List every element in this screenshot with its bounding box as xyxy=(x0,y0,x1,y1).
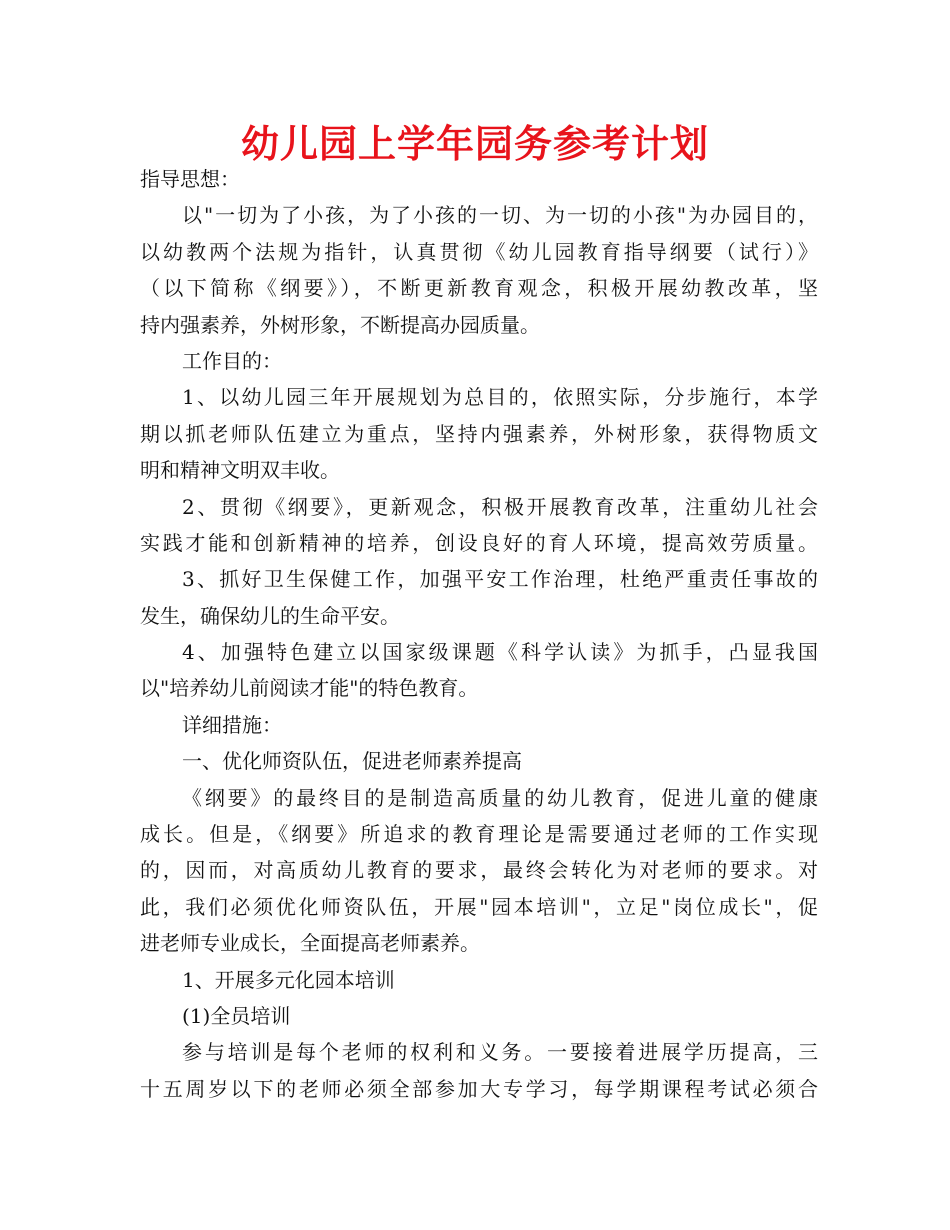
text-line xyxy=(140,743,818,779)
text-line xyxy=(140,452,818,488)
text-line xyxy=(140,780,818,816)
text-line-content: 十五周岁以下的老师必须全部参加大专学习，每学期课程考试必须合 xyxy=(140,1076,818,1101)
text-line-content: 1、开展多元化园本培训 xyxy=(182,967,395,992)
document-body xyxy=(140,161,818,1107)
text-line xyxy=(140,852,818,888)
text-line xyxy=(140,197,818,233)
text-line-content: 参与培训是每个老师的权利和义务。一要接着进展学历提高，三 xyxy=(182,1040,818,1065)
text-line xyxy=(140,307,818,343)
text-line-content: 进老师专业成长，全面提高老师素养。 xyxy=(140,931,480,956)
text-line xyxy=(140,889,818,925)
document-title: 幼儿园上学年园务参考计划 xyxy=(240,122,709,166)
text-line-content: 3、抓好卫生保健工作，加强平安工作治理，杜绝严重责任事故的 xyxy=(182,567,818,592)
text-line xyxy=(140,489,818,525)
text-line-content: 《纲要》的最终目的是制造高质量的幼儿教育，促进儿童的健康 xyxy=(182,785,818,810)
text-line xyxy=(140,925,818,961)
text-line-content: 2、贯彻《纲要》，更新观念，积极开展教育改革，注重幼儿社会 xyxy=(182,494,818,519)
text-line-content: 的，因而，对高质幼儿教育的要求，最终会转化为对老师的要求。对 xyxy=(140,858,818,883)
text-line xyxy=(140,561,818,597)
text-line-content: （以下简称《纲要》），不断更新教育观念，积极开展幼教改革，坚 xyxy=(140,276,818,301)
text-line xyxy=(140,707,818,743)
text-line-content: 以幼教两个法规为指针，认真贯彻《幼儿园教育指导纲要（试行）》 xyxy=(140,239,818,264)
text-line xyxy=(140,416,818,452)
text-line-content: 以"一切为了小孩，为了小孩的一切、为一切的小孩"为办园目的， xyxy=(182,203,818,228)
text-line-content: 成长。但是，《纲要》所追求的教育理论是需要通过老师的工作实现 xyxy=(140,822,818,847)
text-line xyxy=(140,343,818,379)
text-line xyxy=(140,998,818,1034)
text-line xyxy=(140,962,818,998)
text-line xyxy=(140,1034,818,1070)
text-line-content: 持内强素养，外树形象，不断提高办园质量。 xyxy=(140,312,540,337)
text-line-content: 以"培养幼儿前阅读才能"的特色教育。 xyxy=(140,676,479,701)
text-line xyxy=(140,816,818,852)
text-line-content: 一、优化师资队伍，促进老师素养提高 xyxy=(182,749,522,774)
text-line-content: (1)全员培训 xyxy=(182,1003,291,1028)
text-line xyxy=(140,598,818,634)
text-line-content: 4、加强特色建立以国家级课题《科学认读》为抓手，凸显我国 xyxy=(182,640,818,665)
text-line-content: 发生，确保幼儿的生命平安。 xyxy=(140,603,400,628)
text-line-content: 此，我们必须优化师资队伍，开展"园本培训"，立足"岗位成长"，促 xyxy=(140,894,818,919)
text-line xyxy=(140,234,818,270)
text-line xyxy=(140,670,818,706)
text-line xyxy=(140,525,818,561)
text-line xyxy=(140,634,818,670)
text-line xyxy=(140,379,818,415)
text-line-content: 实践才能和创新精神的培养，创设良好的育人环境，提高效劳质量。 xyxy=(140,530,818,555)
text-line-content: 期以抓老师队伍建立为重点，坚持内强素养，外树形象，获得物质文 xyxy=(140,421,818,446)
text-line xyxy=(140,161,818,197)
text-line-content: 1、以幼儿园三年开展规划为总目的，依照实际，分步施行，本学 xyxy=(182,385,818,410)
text-line-content: 明和精神文明双丰收。 xyxy=(140,458,340,483)
text-line-content: 指导思想： xyxy=(140,167,240,191)
text-line xyxy=(140,270,818,306)
text-line-content: 工作目的： xyxy=(182,348,282,373)
text-line xyxy=(140,1071,818,1107)
text-line-content: 详细措施： xyxy=(182,712,282,737)
